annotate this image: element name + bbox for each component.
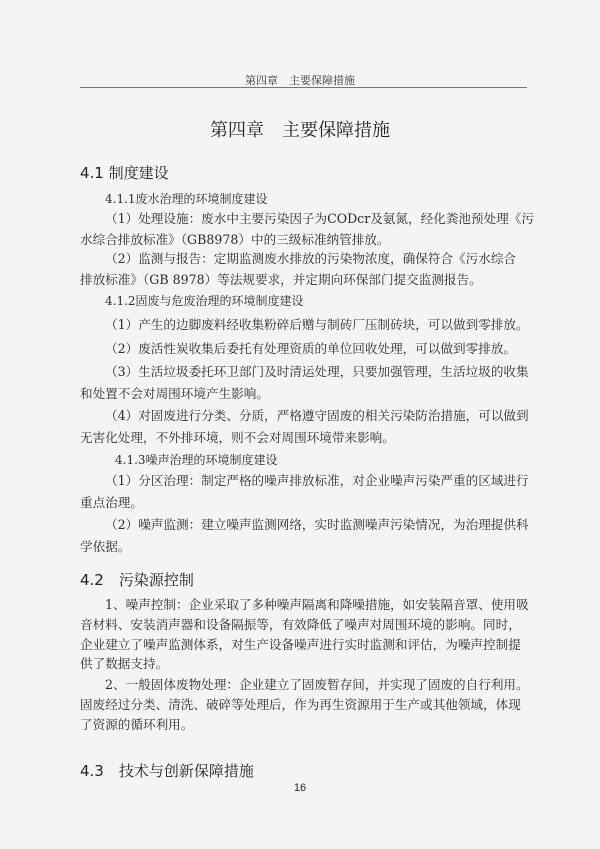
paragraph-line: 音材料、安装消声器和设备隔振等，有效降低了噪声对周围环境的影响。同时， [80,617,521,632]
paragraph-line: 重点治理。 [80,495,143,510]
running-header: 第四章 主要保障措施 [245,74,355,87]
paragraph-line: 供了数据支持。 [80,656,169,671]
paragraph-line: 了资源的循环利用。 [80,717,194,732]
paragraph-line: （4）对固废进行分类、分质，严格遵守固废的相关污染防治措施，可以做到 [105,408,529,423]
section-heading: 4.3 技术与创新保障措施 [80,762,254,780]
subsection-heading: 4.1.1废水治理的环境制度建设 [105,192,268,206]
paragraph-line: 1、噪声控制：企业采取了多种噪声隔离和降噪措施，如安装隔音罩、使用吸 [105,597,529,612]
paragraph-line: （1）产生的边脚废料经收集粉碎后赠与制砖厂压制砖块，可以做到零排放。 [105,317,529,332]
section-heading: 4.2 污染源控制 [80,571,194,589]
paragraph-line: 排放标准》（GB 8978）等法规要求，并定期向环保部门提交监测报告。 [80,272,482,287]
paragraph-line: 企业建立了噪声监测体系，对生产设备噪声进行实时监测和评估，为噪声控制提 [80,637,521,652]
chapter-title: 第四章 主要保障措施 [210,120,390,141]
paragraph-line: （1）处理设施：废水中主要污染因子为CODcr及氨氮，经化粪池预处理《污 [105,211,534,226]
paragraph-line: 水综合排放标准》（GB8978）中的三级标准纳管排放。 [80,232,390,247]
paragraph-line: 和处置不会对周围环境产生影响。 [80,386,269,401]
section-heading: 4.1 制度建设 [80,164,169,182]
page-number: 16 [293,782,307,794]
paragraph-line: （1）分区治理：制定严格的噪声排放标准，对企业噪声污染严重的区域进行 [105,473,529,488]
paragraph-line: 2、一般固体废物处理：企业建立了固废暂存间，并实现了固废的自行利用。 [105,677,529,692]
subsection-heading: 4.1.3噪声治理的环境制度建设 [115,453,278,467]
paragraph-line: 固废经过分类、清洗、破碎等处理后，作为再生资源用于生产或其他领域，体现 [80,697,521,712]
paragraph-line: （2）废活性炭收集后委托有处理资质的单位回收处理，可以做到零排放。 [105,341,517,356]
paragraph-line: 学依据。 [80,539,131,554]
subsection-heading: 4.1.2固废与危废治理的环境制度建设 [105,294,304,308]
paragraph-line: （2）噪声监测：建立噪声监测网络，实时监测噪声污染情况，为治理提供科 [105,517,529,532]
paragraph-line: （2）监测与报告：定期监测废水排放的污染物浓度，确保符合《污水综合 [105,251,517,266]
paragraph-line: （3）生活垃圾委托环卫部门及时清运处理，只要加强管理，生活垃圾的收集 [105,364,529,379]
header-rule [80,87,527,88]
paragraph-line: 无害化处理，不外排环境，则不会对周围环境带来影响。 [80,430,395,445]
